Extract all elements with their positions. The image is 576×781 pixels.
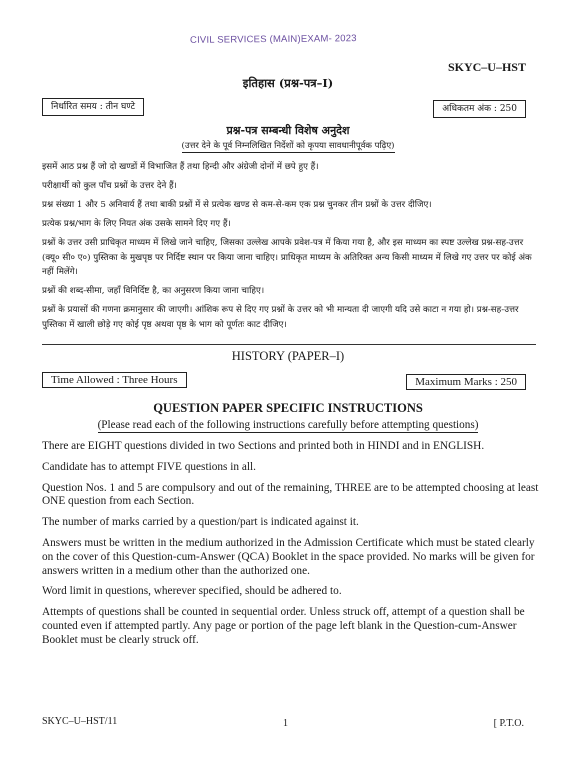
footer-paper-code: SKYC–U–HST/11 bbox=[42, 716, 118, 727]
hindi-max-marks: अधिकतम अंक : 250 bbox=[433, 100, 526, 118]
hindi-instruction: परीक्षार्थी को कुल पाँच प्रश्नों के उत्तर देने हैं। bbox=[42, 181, 177, 191]
page-number: 1 bbox=[283, 718, 288, 729]
hindi-instructions bbox=[42, 160, 542, 337]
hindi-title: इतिहास (प्रश्न-पत्र–I) bbox=[242, 76, 334, 90]
hindi-instructions-heading: प्रश्न-पत्र सम्बन्धी विशेष अनुदेश bbox=[226, 124, 350, 137]
english-instruction: Word limit in questions, wherever specified, should be adhered to. bbox=[42, 585, 342, 598]
hindi-instruction: प्रश्नों के उत्तर उसी प्राधिकृत माध्यम में लिखे जाने चाहिए, जिसका उल्लेख आपके प्रवेश-पत्र में किया गया है, और इस माध्यम का स्पष्ट उल्लेख प्रश्न-सह-उत्तर (क्यू० सी० ए०) पुस्तिका के मुखपृष्ठ पर निर्दिष्ट स्थान पर किया जाना चाहिए। प्राधिकृत माध्यम के अतिरिक्त अन्य किसी माध्यम में लिखे गए उत्तर पर कोई अंक नहीं मिलेंगे। bbox=[42, 238, 532, 277]
hindi-instruction: प्रश्नों की शब्द-सीमा, जहाँ विनिर्दिष्ट है, का अनुसरण किया जाना चाहिए। bbox=[42, 286, 265, 296]
english-instruction: Attempts of questions shall be counted in sequential order. Unless struck off, attempt of a question shall be counted even if attempted partly. Any page or portion of the page left blank in the Question-cum-Answer Booklet must be clearly struck off. bbox=[42, 606, 525, 646]
hindi-instruction: इसमें आठ प्रश्न हैं जो दो खण्डों में विभाजित हैं तथा हिन्दी और अंग्रेजी दोनों में छपे हुए हैं। bbox=[42, 162, 319, 172]
english-instruction: Answers must be written in the medium authorized in the Admission Certificate which must be stated clearly on the cover of this Question-cum-Answer (QCA) Booklet in the space provided. No marks will be given for answers written in a medium other than the authorized one. bbox=[42, 536, 535, 577]
english-title: HISTORY (PAPER–I) bbox=[231, 349, 345, 363]
english-max-marks: Maximum Marks : 250 bbox=[406, 374, 526, 390]
hindi-time-allowed: निर्धारित समय : तीन घण्टे bbox=[42, 98, 144, 116]
hindi-instruction: प्रत्येक प्रश्न/भाग के लिए नियत अंक उसके सामने दिए गए हैं। bbox=[42, 219, 231, 229]
hindi-instruction: प्रश्नों के प्रयासों की गणना क्रमानुसार की जाएगी। आंशिक रूप से दिए गए प्रश्नों के उत्तर को भी मान्यता दी जाएगी यदि उसे काटा न गया हो। प्रश्न-सह-उत्तर पुस्तिका में खाली छोड़े गए कोई पृष्ठ अथवा पृष्ठ के भाग को पूर्णतः काट दीजिए। bbox=[42, 305, 519, 330]
english-instruction: The number of marks carried by a question/part is indicated against it. bbox=[42, 516, 359, 529]
english-instructions bbox=[42, 440, 542, 655]
hindi-instruction: प्रश्न संख्या 1 और 5 अनिवार्य हैं तथा बाकी प्रश्नों में से प्रत्येक खण्ड से कम-से-कम एक प्रश्न चुनकर तीन प्रश्नों के उत्तर दीजिए। bbox=[42, 200, 432, 210]
please-turn-over: [ P.T.O. bbox=[493, 718, 524, 729]
english-instruction: Candidate has to attempt FIVE questions in all. bbox=[42, 460, 256, 473]
english-instructions-heading: QUESTION PAPER SPECIFIC INSTRUCTIONS bbox=[153, 401, 423, 415]
paper-code: SKYC–U–HST bbox=[447, 60, 526, 74]
hindi-instructions-subheading: (उत्तर देने के पूर्व निम्नलिखित निर्देशों को कृपया सावधानीपूर्वक पढ़िए) bbox=[181, 141, 395, 151]
english-instructions-subheading: (Please read each of the following instructions carefully before attempting questions) bbox=[97, 419, 479, 431]
english-instruction: Question Nos. 1 and 5 are compulsory and out of the remaining, THREE are to be attempted choosing at least ONE question from each Section. bbox=[42, 481, 539, 508]
english-time-allowed: Time Allowed : Three Hours bbox=[42, 372, 187, 388]
section-divider bbox=[42, 344, 536, 345]
english-instruction: There are EIGHT questions divided in two Sections and printed both in HINDI and in ENGLISH. bbox=[42, 440, 485, 452]
exam-stamp: CIVIL SERVICES (MAIN)EXAM- 2023 bbox=[189, 33, 357, 46]
